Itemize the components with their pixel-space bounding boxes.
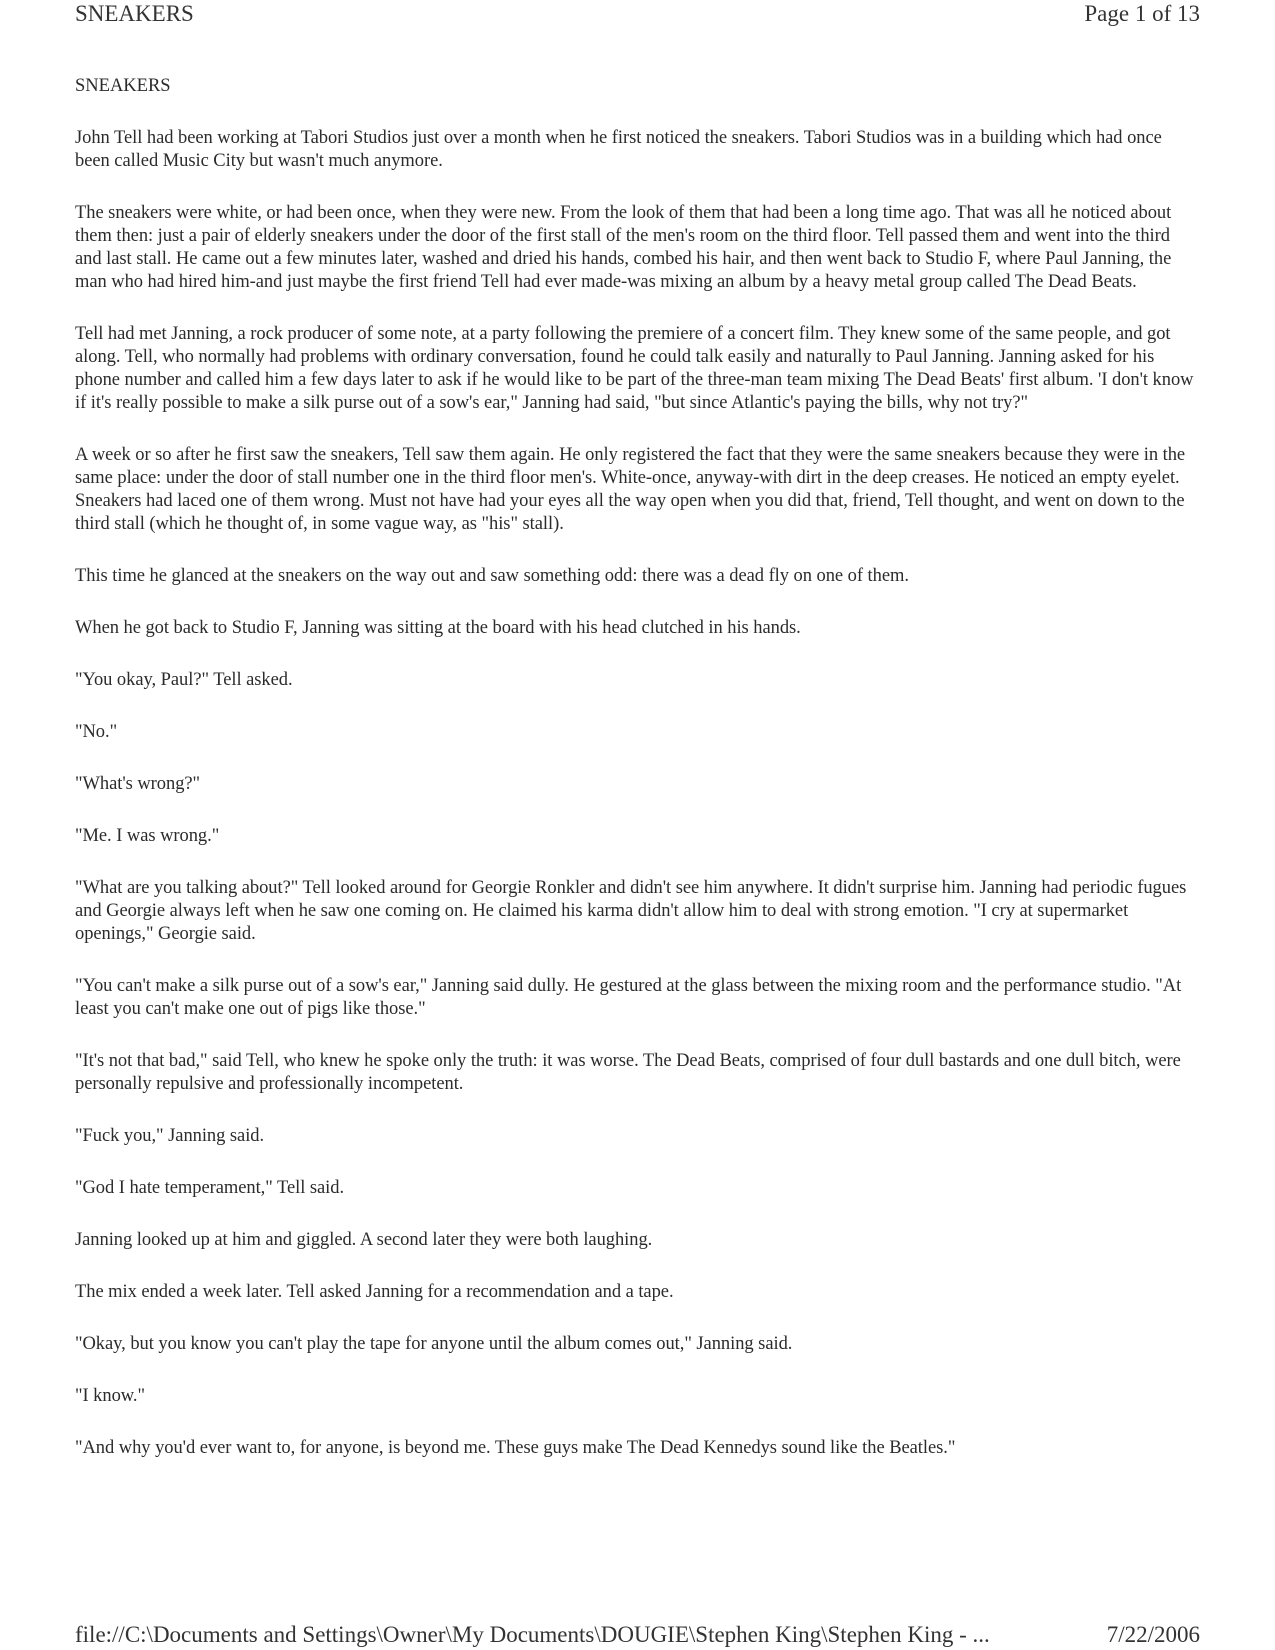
- paragraph: This time he glanced at the sneakers on the way out and saw something odd: there was a dead fly on one of them.: [75, 566, 909, 586]
- paragraph: "What's wrong?": [75, 774, 201, 794]
- paragraph: "What are you talking about?" Tell looked around for Georgie Ronkler and didn't see him anywhere. It didn't surprise him. Janning had periodic fugues and Georgie always left when he saw one coming on. He claimed his karma didn't allow him to deal with strong emotion. "I cry at supermarket openings," Georgie said.: [75, 878, 1187, 944]
- paragraph: The mix ended a week later. Tell asked Janning for a recommendation and a tape.: [75, 1282, 674, 1302]
- page-footer: [75, 1622, 1200, 1650]
- paragraph: The sneakers were white, or had been once, when they were new. From the look of them that had been a long time ago. That was all he noticed about them then: just a pair of elderly sneakers under the door of the first stall of the men's room on the third floor. Tell passed them and went into the third and last stall. He came out a few minutes later, washed and dried his hands, combed his hair, and then went back to Studio F, where Paul Janning, the man who had hired him-and just maybe the first friend Tell had ever made-was mixing an album by a heavy metal group called The Dead Beats.: [75, 203, 1172, 292]
- footer-file-path: file://C:\Documents and Settings\Owner\My Documents\DOUGIE\Stephen King\Stephen King - ...: [75, 1622, 990, 1647]
- paragraph: "It's not that bad," said Tell, who knew he spoke only the truth: it was worse. The Dead Beats, comprised of four dull bastards and one dull bitch, were personally repulsive and professionally incompetent.: [75, 1051, 1181, 1094]
- paragraph: Janning looked up at him and giggled. A second later they were both laughing.: [75, 1230, 653, 1250]
- document-body: [75, 75, 1200, 1489]
- paragraph: "Okay, but you know you can't play the tape for anyone until the album comes out," Janning said.: [75, 1334, 793, 1354]
- paragraph: A week or so after he first saw the sneakers, Tell saw them again. He only registered the fact that they were the same sneakers because they were in the same place: under the door of stall number one in the third floor men's. White-once, anyway-with dirt in the deep creases. He noticed an empty eyelet. Sneakers had laced one of them wrong. Must not have had your eyes all the way open when you did that, friend, Tell thought, and went on down to the third stall (which he thought of, in some vague way, as "his" stall).: [75, 445, 1186, 534]
- footer-date: 7/22/2006: [1106, 1622, 1200, 1647]
- paragraph: "I know.": [75, 1386, 145, 1406]
- paragraph: "No.": [75, 722, 118, 742]
- paragraph: "God I hate temperament," Tell said.: [75, 1178, 345, 1198]
- paragraph: When he got back to Studio F, Janning was sitting at the board with his head clutched in his hands.: [75, 618, 801, 638]
- paragraph: "Me. I was wrong.": [75, 826, 220, 846]
- page-header: [75, 0, 1200, 30]
- paragraph: John Tell had been working at Tabori Studios just over a month when he first noticed the sneakers. Tabori Studios was in a building which had once been called Music City but wasn't much anymore.: [75, 128, 1162, 171]
- paragraph: "Fuck you," Janning said.: [75, 1126, 265, 1146]
- document-title: SNEAKERS: [75, 76, 171, 96]
- header-title: SNEAKERS: [75, 1, 194, 26]
- paragraph: "And why you'd ever want to, for anyone, is beyond me. These guys make The Dead Kennedys sound like the Beatles.": [75, 1438, 956, 1458]
- page-indicator: Page 1 of 13: [1084, 1, 1200, 26]
- paragraph: "You can't make a silk purse out of a sow's ear," Janning said dully. He gestured at the glass between the mixing room and the performance studio. "At least you can't make one out of pigs like those.": [75, 976, 1182, 1019]
- paragraph: "You okay, Paul?" Tell asked.: [75, 670, 293, 690]
- paragraph: Tell had met Janning, a rock producer of some note, at a party following the premiere of a concert film. They knew some of the same people, and got along. Tell, who normally had problems with ordinary conversation, found he could talk easily and naturally to Paul Janning. Janning asked for his phone number and called him a few days later to ask if he would like to be part of the three-man team mixing The Dead Beats' first album. 'I don't know if it's really possible to make a silk purse out of a sow's ear," Janning had said, "but since Atlantic's paying the bills, why not try?": [75, 324, 1194, 413]
